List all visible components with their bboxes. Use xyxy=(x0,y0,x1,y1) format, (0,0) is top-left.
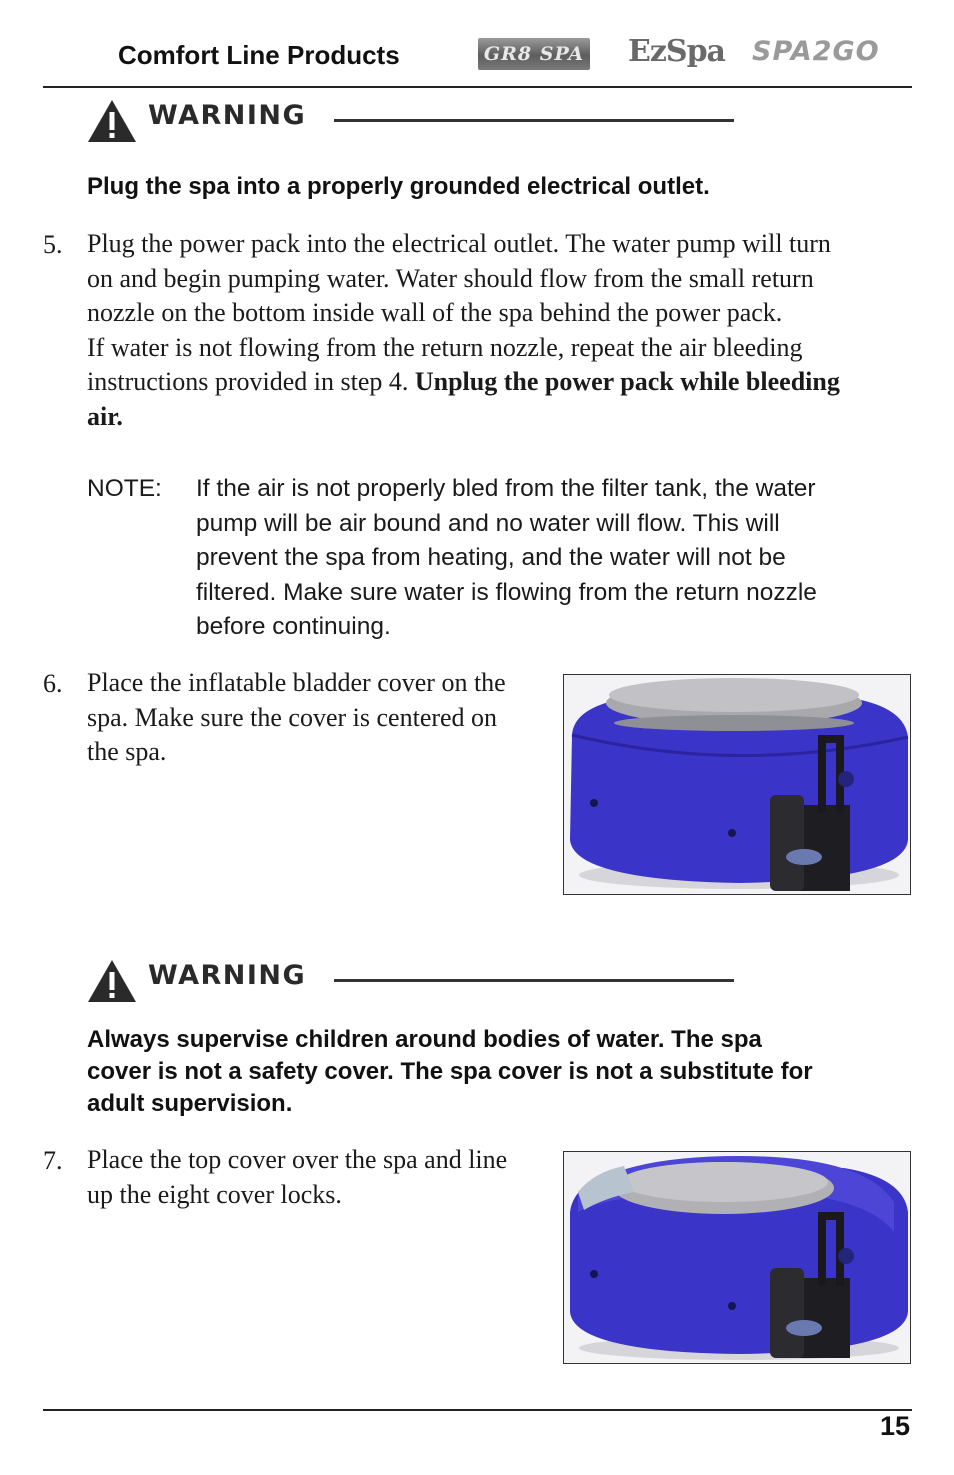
header-rule xyxy=(43,86,912,88)
note-text: If the air is not properly bled from the filter tank, the water pump will be air bound and no water will flow. This will prevent the spa from heating, and the water will not be filtered. Make sure water is flowing from the return nozzle before continuing. xyxy=(196,475,817,641)
warning-divider xyxy=(334,979,734,982)
spa-bladder-cover-photo xyxy=(563,674,911,895)
warning-triangle-icon xyxy=(86,98,138,144)
page-header-title: Comfort Line Products xyxy=(118,40,400,70)
page-number: 15 xyxy=(879,1411,910,1441)
spa-top-cover-photo xyxy=(563,1151,911,1364)
warning-label: WARNING xyxy=(148,100,307,131)
step-5-text: Plug the power pack into the electrical outlet. The water pump will turn on and begin pumping water. Water should flow from the small return nozzle on the bottom inside wall of the spa behind the power pack. If water is not flowing from the return nozzle, repeat the air bleeding instructions provided in step 4. Unplug the power pack while bleeding air. xyxy=(87,229,840,431)
step-number: 5. xyxy=(43,230,63,259)
warning-banner xyxy=(86,958,736,1008)
warning-triangle-icon xyxy=(86,958,138,1004)
step-number: 7. xyxy=(43,1146,63,1175)
ezspa-logo: EzSpa xyxy=(628,34,725,69)
footer-rule xyxy=(43,1409,912,1411)
spa2go-logo: SPA2GO xyxy=(752,36,880,67)
warning-label: WARNING xyxy=(148,960,307,991)
step-7-text: Place the top cover over the spa and line up the eight cover locks. xyxy=(87,1145,508,1209)
warning-divider xyxy=(334,119,734,122)
warning-text: Always supervise children around bodies of water. The spa cover is not a safety cover. The spa cover is not a substitute for adult supervision. xyxy=(87,1026,813,1117)
warning-text: Plug the spa into a properly grounded electrical outlet. xyxy=(87,173,710,200)
gr8-spa-logo: GR8 SPA xyxy=(478,38,590,70)
step-6-text: Place the inflatable bladder cover on the spa. Make sure the cover is centered on the spa. xyxy=(87,668,506,767)
step-number: 6. xyxy=(43,669,63,698)
warning-banner xyxy=(86,98,736,148)
note-label: NOTE: xyxy=(87,475,162,502)
